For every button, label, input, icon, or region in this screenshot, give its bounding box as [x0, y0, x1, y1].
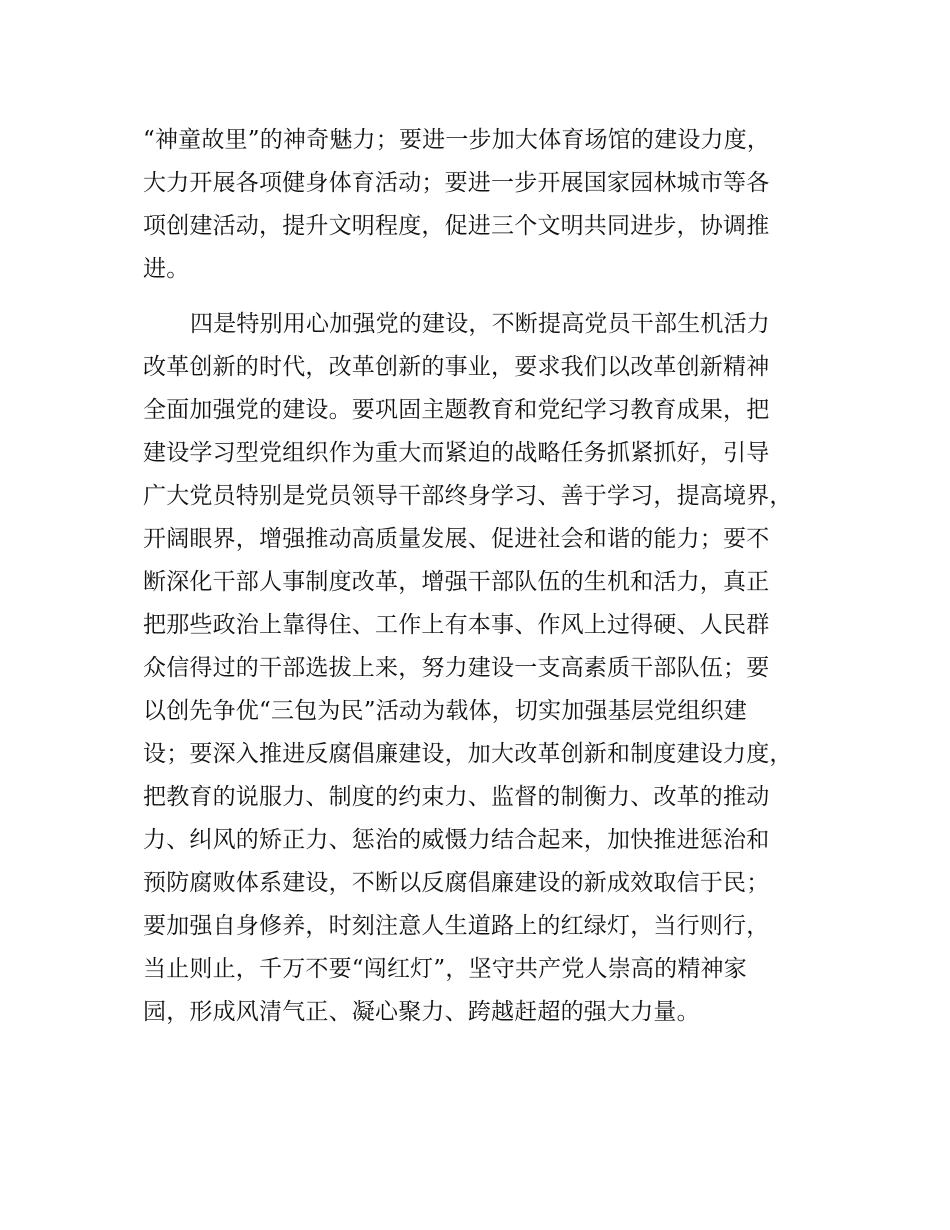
paragraph-line: 断深化干部人事制度改革，增强干部队伍的生机和活力，真正 [143, 569, 770, 595]
paragraph-line: 建设学习型党组织作为重大而紧迫的战略任务抓紧抓好，引导 [143, 440, 770, 466]
paragraph-line: 园，形成风清气正、凝心聚力、跨越赶超的强大力量。 [143, 999, 700, 1025]
paragraph-line: 众信得过的干部选拔上来，努力建设一支高素质干部队伍；要 [143, 655, 770, 681]
paragraph-line: 大力开展各项健身体育活动；要进一步开展国家园林城市等各 [143, 170, 770, 196]
paragraph-line: 把那些政治上靠得住、工作上有本事、作风上过得硬、人民群 [143, 612, 770, 638]
paragraph-line: 广大党员特别是党员领导干部终身学习、善于学习，提高境界， [143, 483, 793, 509]
paragraph-line: “神童故里”的神奇魅力；要进一步加大体育场馆的建设力度， [143, 127, 771, 153]
paragraph-line: 改革创新的时代，改革创新的事业，要求我们以改革创新精神 [143, 354, 770, 380]
paragraph-line: 进。 [143, 256, 190, 282]
paragraph-line: 四是特别用心加强党的建设，不断提高党员干部生机活力 [190, 311, 770, 337]
paragraph-line: 项创建活动，提升文明程度，促进三个文明共同进步，协调推 [143, 213, 770, 239]
paragraph-line: 当止则止，千万不要“闯红灯”，坚守共产党人崇高的精神家 [143, 956, 747, 982]
paragraph-line: 预防腐败体系建设，不断以反腐倡廉建设的新成效取信于民； [143, 870, 770, 896]
paragraph-line: 力、纠风的矫正力、惩治的威慑力结合起来，加快推进惩治和 [143, 827, 770, 853]
paragraph-line: 全面加强党的建设。要巩固主题教育和党纪学习教育成果，把 [143, 397, 770, 423]
paragraph-line: 开阔眼界，增强推动高质量发展、促进社会和谐的能力；要不 [143, 526, 770, 552]
paragraph-line: 以创先争优“三包为民”活动为载体，切实加强基层党组织建 [143, 698, 747, 724]
paragraph-line: 要加强自身修养，时刻注意人生道路上的红绿灯，当行则行， [143, 913, 770, 939]
paragraph-line: 把教育的说服力、制度的约束力、监督的制衡力、改革的推动 [143, 784, 770, 810]
paragraph-line: 设；要深入推进反腐倡廉建设，加大改革创新和制度建设力度， [143, 741, 793, 767]
